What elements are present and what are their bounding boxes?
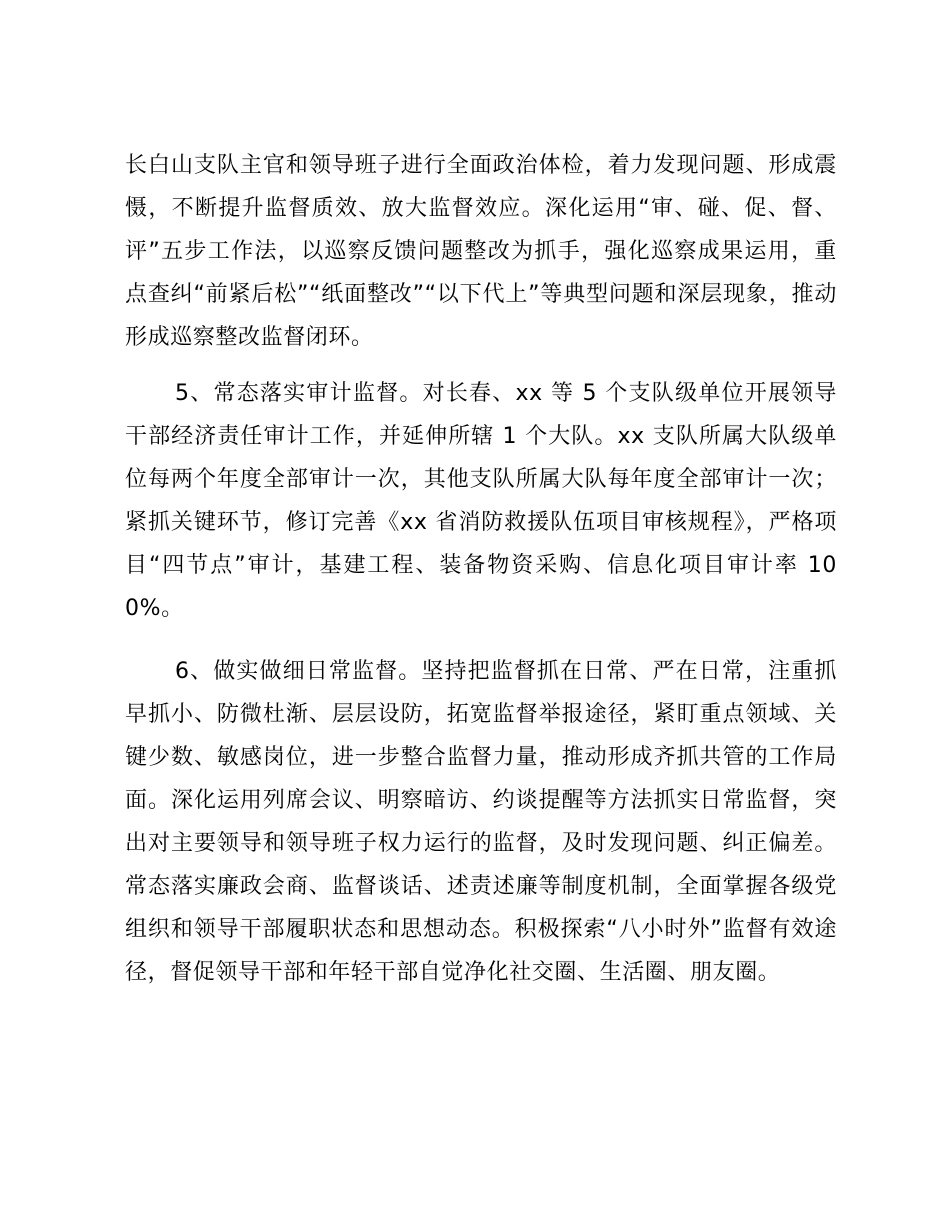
document-body: [125, 144, 837, 994]
paragraph-daily-supervision: 6、做实做细日常监督。坚持把监督抓在日常、严在日常，注重抓早抓小、防微杜渐、层层设防，拓宽监督举报途径，紧盯重点领域、关键少数、敏感岗位，进一步整合监督力量，推动形成齐抓共管的工作局面。深化运用列席会议、明察暗访、约谈提醒等方法抓实日常监督，突出对主要领导和领导班子权力运行的监督，及时发现问题、纠正偏差。常态落实廉政会商、监督谈话、述责述廉等制度机制，全面掌握各级党组织和领导干部履职状态和思想动态。积极探索“八小时外”监督有效途径，督促领导干部和年轻干部自觉净化社交圈、生活圈、朋友圈。: [125, 659, 837, 985]
paragraph-inspection-rectification: 长白山支队主官和领导班子进行全面政治体检，着力发现问题、形成震慑，不断提升监督质效、放大监督效应。深化运用“审、碰、促、督、评”五步工作法，以巡察反馈问题整改为抓手，强化巡察成果运用，重点查纠“前紧后松”“纸面整改”“以下代上”等典型问题和深层现象，推动形成巡察整改监督闭环。: [125, 153, 837, 350]
paragraph-audit-supervision: 5、常态落实审计监督。对长春、xx 等 5 个支队级单位开展领导干部经济责任审计工作，并延伸所辖 1 个大队。xx 支队所属大队级单位每两个年度全部审计一次，其他支队所属大队每年度全部审计一次；紧抓关键环节，修订完善《xx 省消防救援队伍项目审核规程》，严格项目“四节点”审计，基建工程、装备物资采购、信息化项目审计率 100%。: [125, 381, 837, 621]
